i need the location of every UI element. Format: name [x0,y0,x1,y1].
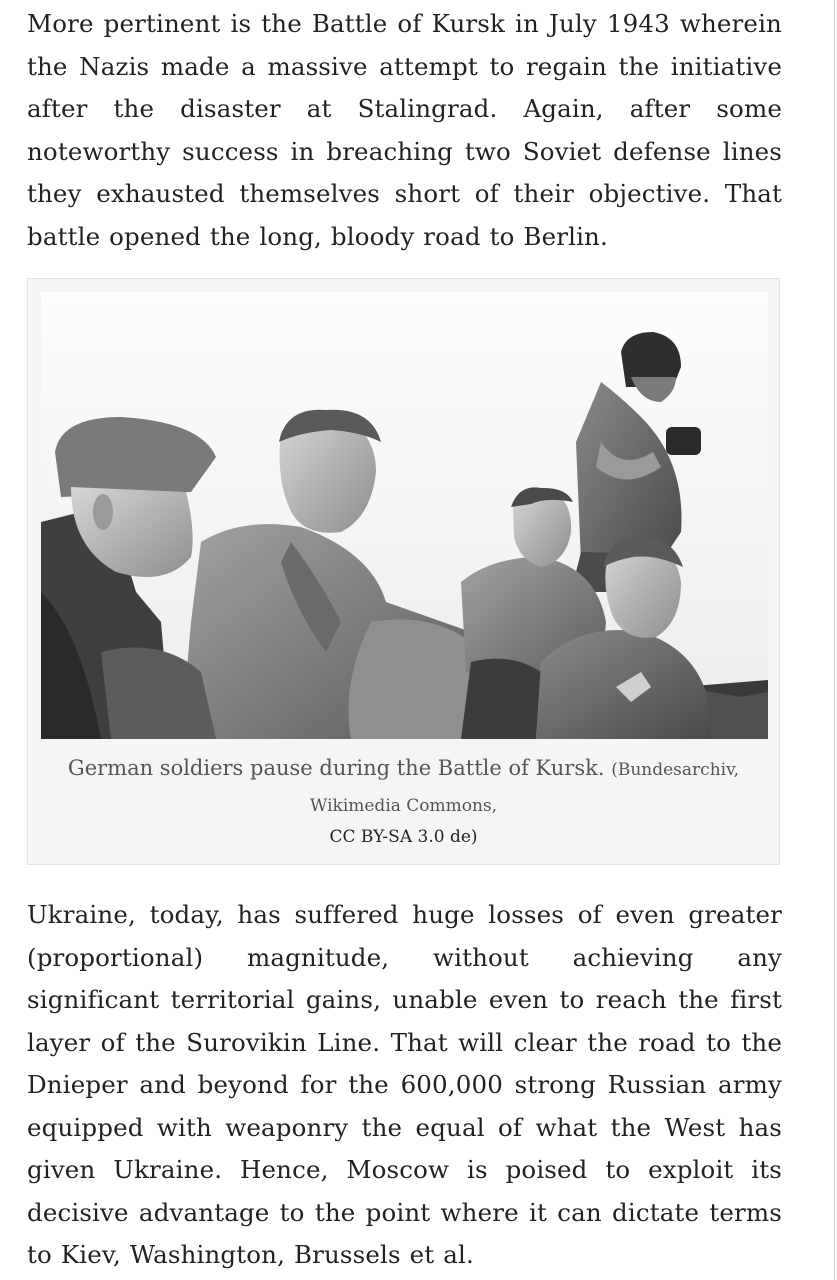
soldiers-photo [41,292,768,739]
figure-caption [28,753,779,785]
article-figure [27,278,780,865]
figure-caption-text: German soldiers pause during the Battle of Kursk. [67,756,605,780]
figure-credit-line-1: (Bundesarchiv, [611,760,740,780]
article-paragraph-1: More pertinent is the Battle of Kursk in July 1943 wherein the Nazis made a massive attempt to regain the initiative after the disaster at Stalingrad. Again, after some noteworthy success in breaching two Soviet defense lines they exhausted themselves short of their objective. That battle opened the long, bloody road to Berlin. [27,9,782,251]
article-paragraph-2: Ukraine, today, has suffered huge losses of even greater (proportional) magnitude, without achieving any significant territorial gains, unable even to reach the first layer of the Surovikin Line. That will clear the road to the Dnieper and beyond for the 600,000 strong Russian army equipped with weaponry the equal of what the West has given Ukraine. Hence, Moscow is poised to exploit its decisive advantage to the point where it can dictate terms to Kiev, Washington, Brussels et al. [27,900,782,1269]
figure-credit-line-3: CC BY-SA 3.0 de) [329,827,478,847]
page-edge-rule [834,0,835,1280]
figure-credit-line-2: Wikimedia Commons, [309,796,498,816]
